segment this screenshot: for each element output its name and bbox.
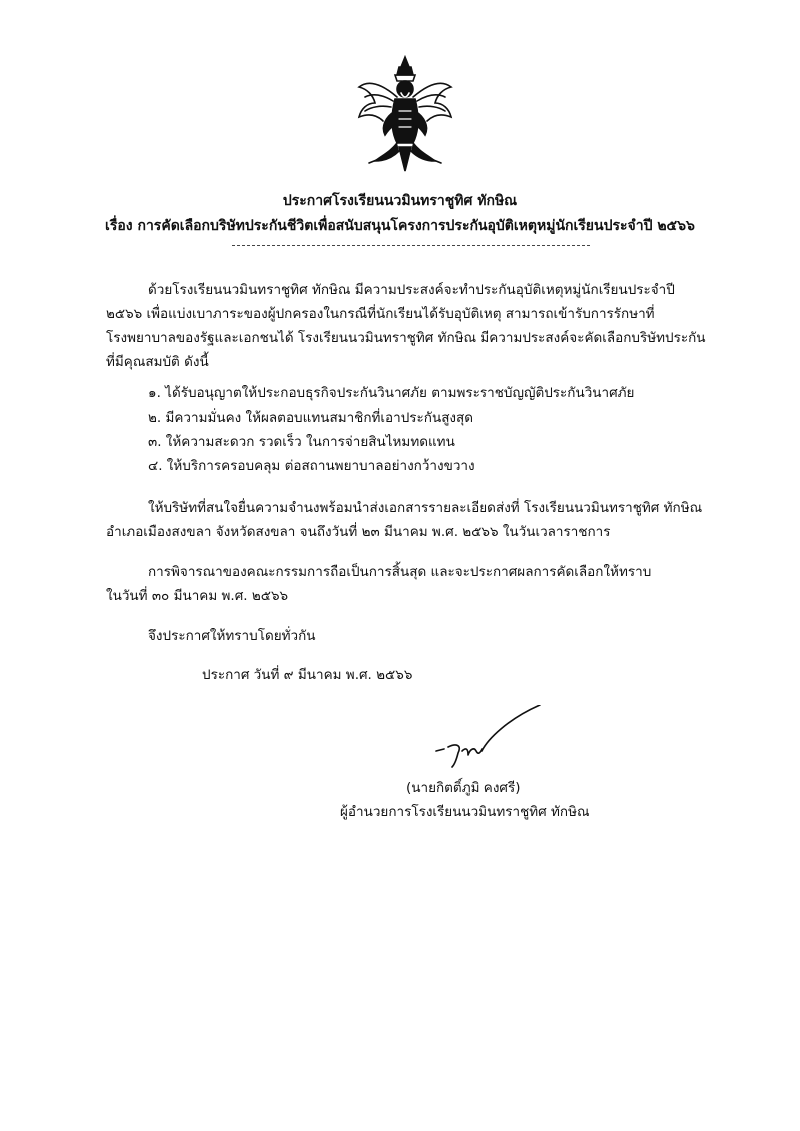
garuda-emblem-icon	[355, 55, 455, 175]
intro-line-1: ด้วยโรงเรียนนวมินทราชูทิศ ทักษิณ มีความประสงค์จะทำประกันอุบัติเหตุหมู่นักเรียนประจำปี	[148, 282, 675, 298]
criteria-item-3: ๓. ให้ความสะดวก รวดเร็ว ในการจ่ายสินไหมทดแทน	[148, 434, 455, 450]
signatory-position: ผู้อำนวยการโรงเรียนนวมินทราชูทิศ ทักษิณ	[340, 804, 590, 820]
criteria-item-2: ๒. มีความมั่นคง ให้ผลตอบแทนสมาชิกที่เอาประกันสูงสุด	[148, 410, 474, 426]
result-line-1: การพิจารณาของคณะกรรมการถือเป็นการสิ้นสุด และจะประกาศผลการคัดเลือกให้ทราบ	[148, 564, 652, 580]
submission-line-2: อำเภอเมืองสงขลา จังหวัดสงขลา จนถึงวันที่ ๒๓ มีนาคม พ.ศ. ๒๕๖๖ ในวันเวลาราชการ	[106, 524, 611, 540]
announcement-subject: เรื่อง การคัดเลือกบริษัทประกันชีวิตเพื่อสนับสนุนโครงการประกันอุบัติเหตุหมู่นักเรียนประจำปี ๒๕๖๖	[105, 218, 695, 234]
submission-line-1: ให้บริษัทที่สนใจยื่นความจำนงพร้อมนำส่งเอกสารรายละเอียดส่งที่ โรงเรียนนวมินทราชูทิศ ทักษิณ	[148, 500, 703, 516]
criteria-item-4: ๔. ให้บริการครอบคลุม ต่อสถานพยาบาลอย่างกว้างขวาง	[148, 458, 475, 474]
intro-line-2: ๒๕๖๖ เพื่อแบ่งเบาภาระของผู้ปกครองในกรณีที่นักเรียนได้รับอุบัติเหตุ สามารถเข้ารับการรักษาที่	[106, 306, 655, 322]
intro-line-4: ที่มีคุณสมบัติ ดังนี้	[106, 354, 209, 370]
handwritten-signature	[428, 705, 548, 775]
criteria-item-1: ๑. ได้รับอนุญาตให้ประกอบธุรกิจประกันวินาศภัย ตามพระราชบัญญัติประกันวินาศภัย	[148, 385, 635, 401]
signatory-name: (นายกิตติ์ภูมิ คงศรี)	[406, 780, 521, 796]
result-line-2: ในวันที่ ๓๐ มีนาคม พ.ศ. ๒๕๖๖	[106, 588, 289, 604]
announcement-title: ประกาศโรงเรียนนวมินทราชูทิศ ทักษิณ	[282, 193, 518, 209]
dashed-divider	[232, 245, 590, 246]
closing-line: จึงประกาศให้ทราบโดยทั่วกัน	[148, 628, 316, 644]
intro-line-3: โรงพยาบาลของรัฐและเอกชนได้ โรงเรียนนวมินทราชูทิศ ทักษิณ มีความประสงค์จะคัดเลือกบริษัทประกัน	[106, 330, 706, 346]
announcement-date: ประกาศ วันที่ ๙ มีนาคม พ.ศ. ๒๕๖๖	[202, 667, 413, 683]
